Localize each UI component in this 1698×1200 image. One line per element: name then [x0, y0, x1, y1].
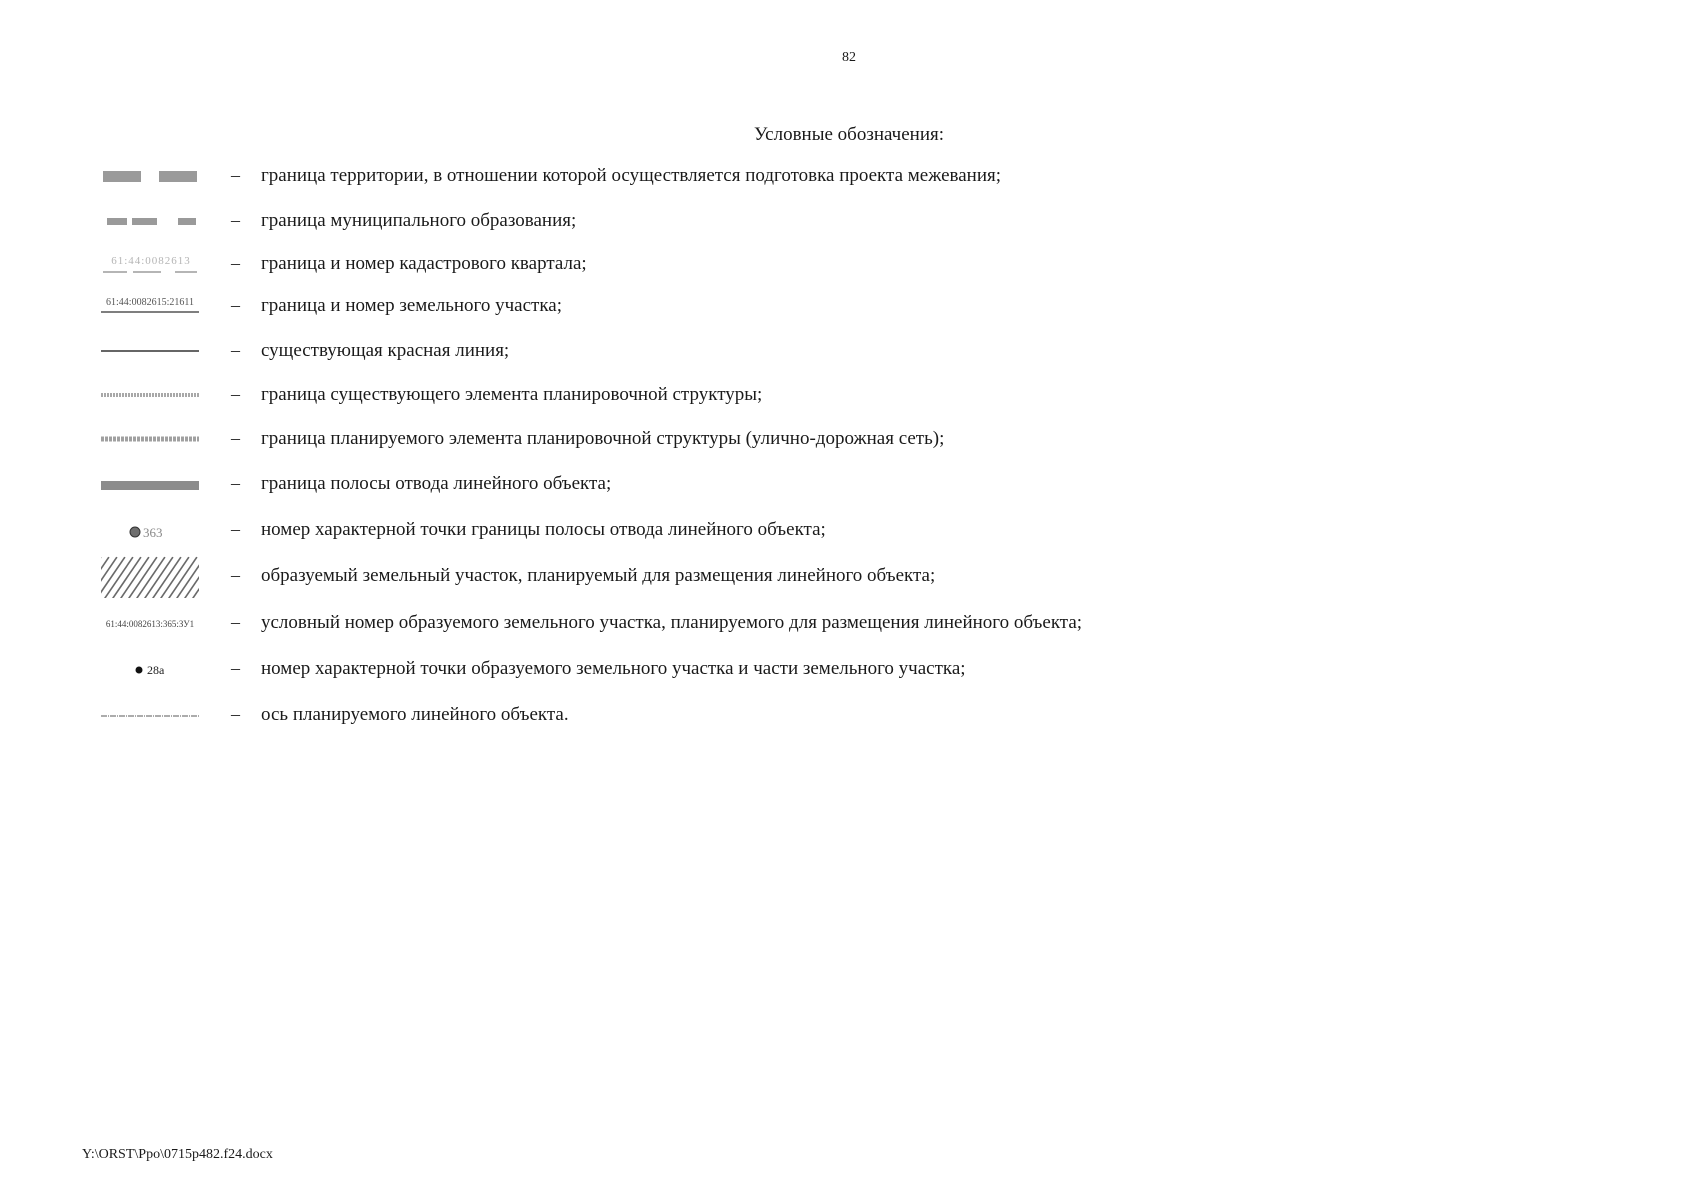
- legend-dash: –: [231, 565, 240, 585]
- hatched-plot-symbol: [95, 562, 205, 592]
- legend-item-text: граница и номер кадастрового квартала;: [261, 253, 587, 274]
- legend-item-conditional-plot-number: [95, 609, 1655, 639]
- planned-planning-element-symbol: [95, 425, 205, 455]
- svg-text:61:44:0082613: 61:44:0082613: [111, 255, 191, 267]
- legend-item-text: граница и номер земельного участка;: [261, 295, 563, 316]
- page-number: 82: [842, 50, 856, 65]
- right-of-way-boundary-symbol: [95, 470, 205, 500]
- legend-item-existing-planning-element: [95, 381, 1655, 411]
- legend-item-right-of-way-point: [95, 516, 1655, 546]
- land-plot-symbol: [95, 292, 205, 322]
- legend-item-text: граница муниципального образования;: [261, 210, 577, 231]
- legend-item-text: номер характерной точки образуемого земельного участка и части земельного участка;: [261, 658, 966, 679]
- legend-item-text: образуемый земельный участок, планируемый для размещения линейного объекта;: [261, 565, 936, 586]
- territory-boundary-symbol: [95, 162, 205, 192]
- legend-dash: –: [231, 340, 240, 360]
- legend-dash: –: [231, 658, 240, 678]
- legend-item-text: условный номер образуемого земельного участка, планируемого для размещения линейного объекта;: [261, 612, 1083, 633]
- municipal-boundary-symbol: [95, 207, 205, 237]
- legend-dash: –: [231, 165, 240, 185]
- legend-item-land-plot: [95, 292, 1655, 322]
- legend-item-text: граница планируемого элемента планировочной структуры (улично-дорожная сеть);: [261, 428, 945, 449]
- legend-item-existing-red-line: [95, 337, 1655, 367]
- legend-item-planned-planning-element: [95, 425, 1655, 455]
- existing-red-line-symbol: [95, 337, 205, 367]
- svg-text:61:44:0082613:365:ЗУ1: 61:44:0082613:365:ЗУ1: [105, 619, 195, 629]
- legend-item-plot-point: [95, 655, 1655, 685]
- svg-text:28а: 28а: [147, 663, 165, 677]
- svg-text:61:44:0082615:21611: 61:44:0082615:21611: [106, 297, 194, 308]
- legend-item-text: граница территории, в отношении которой осуществляется подготовка проекта межевания;: [261, 165, 1002, 186]
- legend-item-text: ось планируемого линейного объекта.: [261, 704, 569, 725]
- legend-dash: –: [231, 519, 240, 539]
- legend-dash: –: [231, 210, 240, 230]
- legend-item-right-of-way-boundary: [95, 470, 1655, 500]
- plot-point-symbol: [95, 655, 205, 685]
- legend-dash: –: [231, 384, 240, 404]
- legend-dash: –: [231, 612, 240, 632]
- legend-dash: –: [231, 704, 240, 724]
- cadastral-quarter-symbol: [95, 250, 205, 280]
- legend-dash: –: [231, 253, 240, 273]
- planned-axis-symbol: [95, 701, 205, 731]
- legend-item-text: номер характерной точки границы полосы отвода линейного объекта;: [261, 519, 826, 540]
- legend-item-text: граница существующего элемента планировочной структуры;: [261, 384, 763, 405]
- right-of-way-point-symbol: [95, 516, 205, 546]
- legend-dash: –: [231, 295, 240, 315]
- legend-item-hatched-plot: [95, 562, 1655, 592]
- legend-item-territory-boundary: [95, 162, 1655, 192]
- existing-planning-element-symbol: [95, 381, 205, 411]
- legend-item-cadastral-quarter: [95, 250, 1655, 280]
- legend-dash: –: [231, 428, 240, 448]
- footer-file-path: Y:\ORST\Ppo\0715p482.f24.docx: [82, 1147, 273, 1162]
- conditional-plot-number-symbol: [95, 609, 205, 639]
- svg-text:363: 363: [143, 525, 163, 540]
- legend-title: Условные обозначения:: [753, 124, 945, 145]
- legend-item-text: существующая красная линия;: [261, 340, 510, 361]
- legend-dash: –: [231, 473, 240, 493]
- legend-item-municipal-boundary: [95, 207, 1655, 237]
- legend-item-planned-axis: [95, 701, 1655, 731]
- legend-item-text: граница полосы отвода линейного объекта;: [261, 473, 612, 494]
